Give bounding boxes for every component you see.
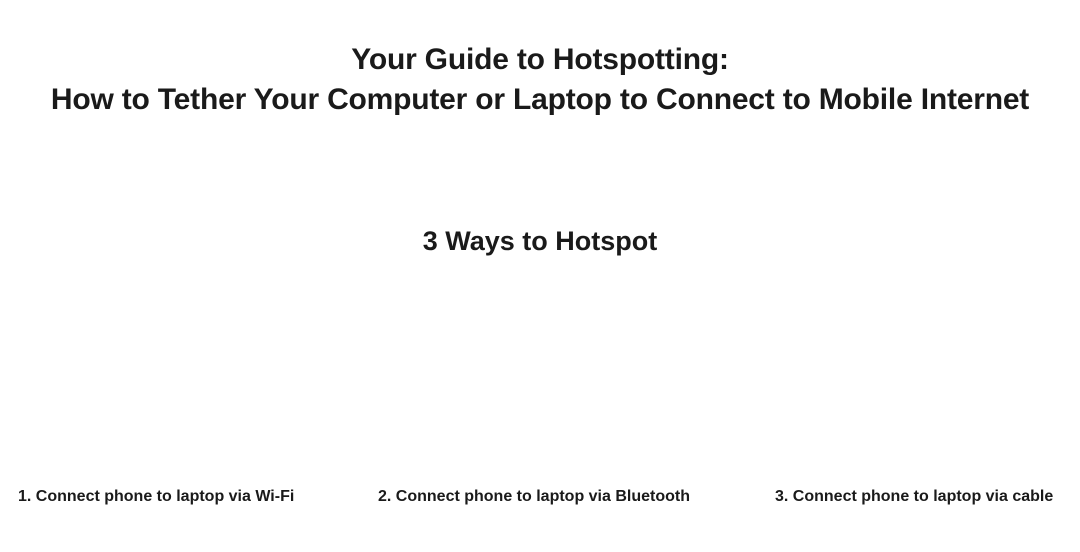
title-line-secondary: How to Tether Your Computer or Laptop to Connect to Mobile Internet [50, 83, 1030, 116]
caption-wifi: 1. Connect phone to laptop via Wi-Fi [18, 488, 295, 505]
title-line-primary: Your Guide to Hotspotting: [351, 43, 729, 76]
caption-bluetooth: 2. Connect phone to laptop via Bluetooth [378, 488, 690, 505]
section-heading: 3 Ways to Hotspot [422, 226, 658, 256]
caption-cable: 3. Connect phone to laptop via cable [775, 488, 1054, 505]
page-title [0, 40, 1080, 120]
caption-row [0, 486, 1080, 516]
